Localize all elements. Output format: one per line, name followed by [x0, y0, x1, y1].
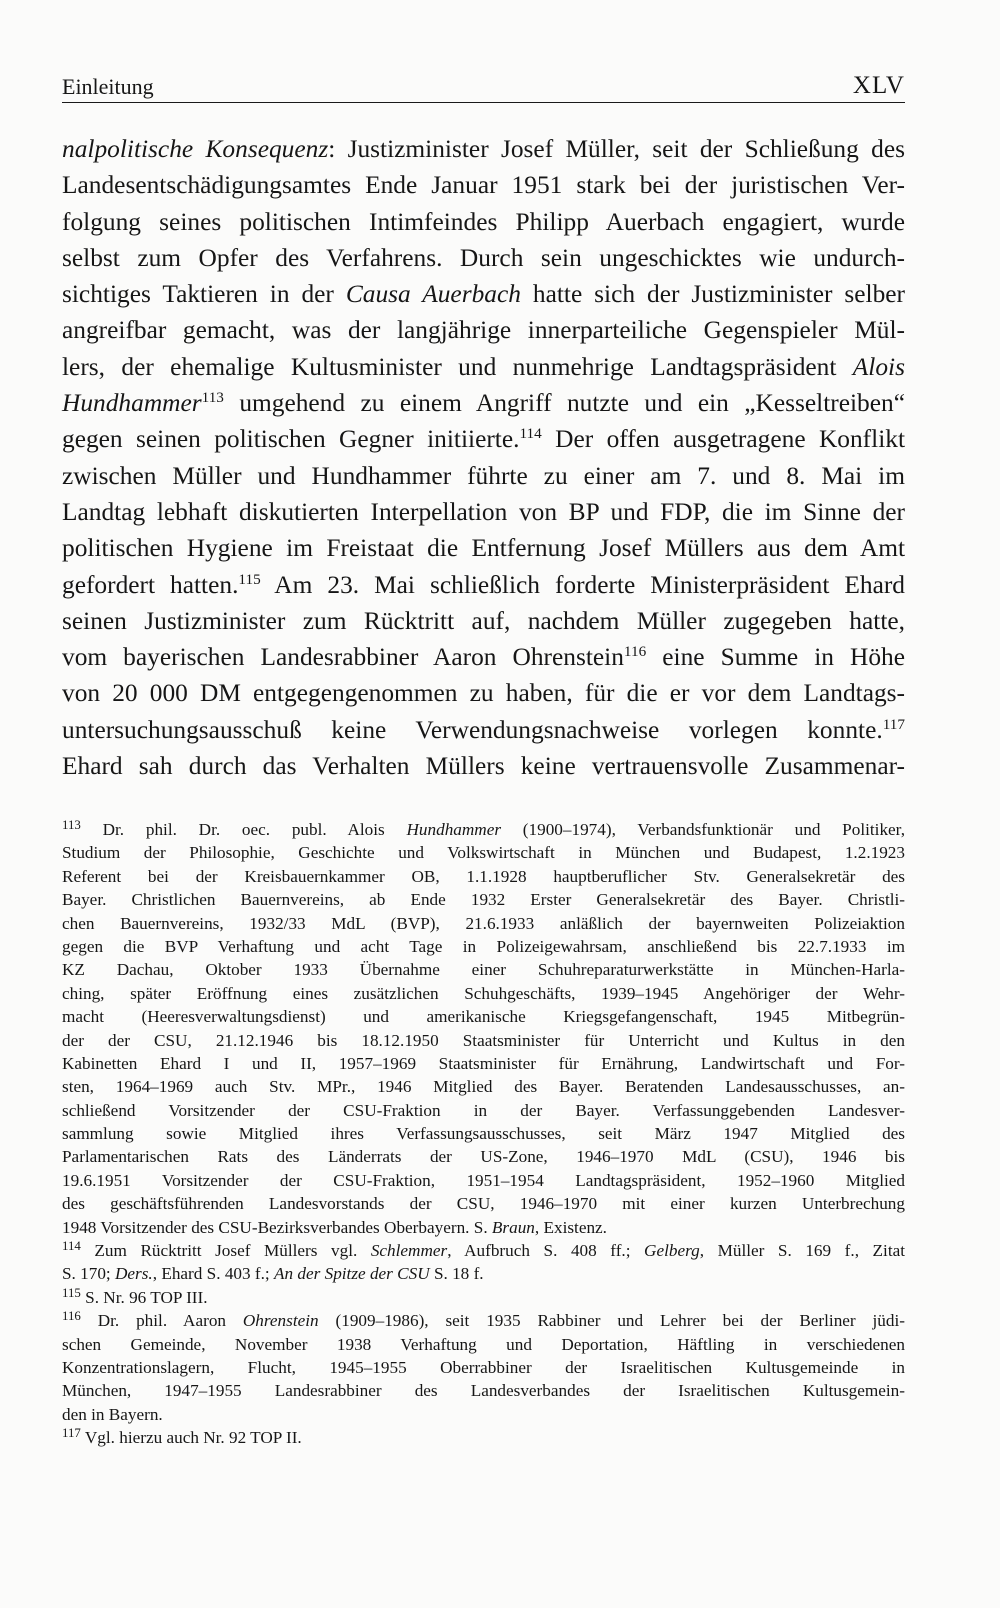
text-line — [62, 603, 905, 639]
footnote-line — [62, 1262, 905, 1285]
text-line — [62, 385, 905, 421]
text-run: Der offen ausgetragene Konflikt — [541, 425, 905, 454]
footnote-line — [62, 982, 905, 1005]
footnote-number: 113 — [62, 818, 81, 833]
text-run: vom bayerischen Landesrabbiner Aaron Ohrenstein — [62, 643, 624, 672]
text-run: Konzentrationslagern, Flucht, 1945–1955 Oberrabbiner der Israelitischen Kultusgemeinde in — [62, 1357, 905, 1377]
text-run: Dr. phil. Dr. oec. publ. Alois — [102, 820, 407, 839]
text-run: den in Bayern. — [62, 1404, 163, 1424]
text-run: Ehard sah durch das Verhalten Müllers keine vertrauensvolle Zusammenar- — [62, 752, 905, 781]
text-run: lers, der ehemalige Kultusminister und nunmehrige Landtagspräsident — [62, 352, 853, 381]
running-header — [62, 72, 905, 103]
footnote-line — [62, 1099, 905, 1122]
footnote-line — [62, 1029, 905, 1052]
footnote-line — [62, 1333, 905, 1356]
text-run: 19.6.1951 Vorsitzender der CSU-Fraktion, 1951–1954 Landtagspräsident, 1952–1960 Mitglied — [62, 1170, 905, 1190]
text-run: Studium der Philosophie, Geschichte und Volkswirtschaft in München und Budapest, 1.2.1923 — [62, 843, 905, 863]
footnote — [62, 1309, 905, 1426]
italic-text: Hundhammer — [406, 820, 502, 839]
italic-text: Ohrenstein — [242, 1311, 319, 1331]
footnote-line — [62, 1286, 905, 1309]
text-run: Vgl. hierzu auch Nr. 92 TOP II. — [84, 1428, 302, 1448]
text-run: macht (Heeresverwaltungsdienst) und amerikanische Kriegsgefangenschaft, 1945 Mitbegrün- — [62, 1007, 905, 1027]
text-line — [62, 458, 905, 494]
footnote-line — [62, 1192, 905, 1215]
text-run: , Ehard S. 403 f.; — [152, 1264, 274, 1284]
text-line — [62, 530, 905, 566]
footnote-number: 116 — [62, 1309, 81, 1324]
text-run: S. 170; — [62, 1264, 116, 1284]
text-run: : Justizminister Josef Müller, seit der Schließung des — [328, 135, 905, 163]
footnote-line — [62, 1379, 905, 1402]
text-run: politischen Hygiene im Freistaat die Entfernung Josef Müllers aus dem Amt — [62, 534, 905, 563]
text-run: angreifbar gemacht, was der langjährige innerparteiliche Gegenspieler Mül- — [62, 316, 905, 345]
text-run: sichtiges Taktieren in der — [62, 280, 346, 309]
text-line — [62, 639, 905, 675]
footnote-line — [62, 1356, 905, 1379]
text-run: gefordert hatten. — [62, 570, 239, 599]
main-text — [62, 131, 905, 784]
text-run: Am 23. Mai schließlich forderte Ministerpräsident Ehard — [260, 570, 905, 599]
text-run: des geschäftsführenden Landesvorstands der CSU, 1946–1970 mit einer kurzen Unterbrechung — [62, 1194, 905, 1214]
text-run: S. Nr. 96 TOP III. — [85, 1287, 208, 1307]
footnote — [62, 1286, 905, 1309]
footnote-reference: 114 — [519, 425, 542, 443]
footnote-line — [62, 935, 905, 958]
text-line — [62, 204, 905, 240]
footnote-line — [62, 958, 905, 981]
text-run: zwischen Müller und Hundhammer führte zu einer am 7. und 8. Mai im — [62, 461, 905, 490]
footnote-reference: 113 — [201, 388, 224, 406]
footnote-line — [62, 888, 905, 911]
text-run: Kabinetten Ehard I und II, 1957–1969 Staatsminister für Ernährung, Landwirtschaft und For- — [62, 1053, 905, 1073]
italic-text: Gelberg — [644, 1241, 700, 1261]
text-run: Landesentschädigungsamtes Ende Januar 1951 stark bei der juristischen Ver- — [62, 171, 905, 200]
text-run: Zum Rücktritt Josef Müllers vgl. — [94, 1241, 371, 1261]
italic-text: Alois — [852, 352, 905, 381]
text-line — [62, 675, 905, 711]
text-run: S. 18 f. — [429, 1264, 484, 1284]
footnote-line — [62, 1426, 905, 1449]
text-run: umgehend zu einem Angriff nutzte und ein „Kesseltreiben“ — [223, 389, 905, 418]
text-run: 1948 Vorsitzender des CSU-Bezirksverbandes Oberbayern. S. — [62, 1217, 492, 1237]
text-run: Referent bei der Kreisbauernkammer OB, 1.1.1928 hauptberuflicher Stv. Generalsekretär des — [62, 866, 905, 886]
text-run: selbst zum Opfer des Verfahrens. Durch sein ungeschicktes wie undurch- — [62, 243, 905, 272]
text-run: ching, später Eröffnung eines zusätzlichen Schuhgeschäfts, 1939–1945 Angehöriger der Wehr- — [62, 983, 905, 1003]
text-run: (1900–1974), Verbandsfunktionär und Politiker, — [501, 820, 905, 839]
footnotes — [62, 818, 905, 1450]
text-line — [62, 567, 905, 603]
footnote-line — [62, 841, 905, 864]
text-run: untersuchungsausschuß keine Verwendungsnachweise vorlegen konnte. — [62, 715, 883, 744]
text-run: schen Gemeinde, November 1938 Verhaftung und Deportation, Häftling in verschiedenen — [62, 1334, 905, 1354]
footnote-line — [62, 1052, 905, 1075]
text-line — [62, 712, 905, 748]
text-run: Bayer. Christlichen Bauernvereins, ab Ende 1932 Erster Generalsekretär des Bayer. Christli- — [62, 890, 905, 910]
footnote-reference: 116 — [623, 643, 647, 661]
text-line — [62, 494, 905, 530]
text-run: seinen Justizminister zum Rücktritt auf, nachdem Müller zugegeben hatte, — [62, 606, 905, 635]
footnote-line — [62, 1403, 905, 1426]
text-run: von 20 000 DM entgegengenommen zu haben, für die er vor dem Landtags- — [62, 679, 905, 708]
text-line — [62, 421, 905, 457]
footnote-number: 117 — [62, 1426, 81, 1441]
footnote-line — [62, 818, 905, 841]
text-line — [62, 748, 905, 784]
page-number: XLV — [852, 72, 905, 99]
text-run: schließend Vorsitzender der CSU-Fraktion in der Bayer. Verfassunggebenden Landesver- — [62, 1100, 905, 1120]
footnote — [62, 818, 905, 1239]
text-run: Landtag lebhaft diskutierten Interpellation von BP und FDP, die im Sinne der — [62, 497, 905, 526]
text-run: München, 1947–1955 Landesrabbiner des Landesverbandes der Israelitischen Kultusgemein- — [62, 1381, 905, 1401]
footnote-line — [62, 912, 905, 935]
text-line — [62, 349, 905, 385]
text-run: , Existenz. — [534, 1217, 607, 1237]
footnote-line — [62, 1309, 905, 1332]
footnote-line — [62, 1145, 905, 1168]
text-run: , Aufbruch S. 408 ff.; — [447, 1241, 645, 1261]
text-run: (1909–1986), seit 1935 Rabbiner und Lehrer bei der Berliner jüdi- — [318, 1311, 905, 1331]
italic-text: Schlemmer — [370, 1241, 448, 1261]
footnote — [62, 1426, 905, 1449]
footnote-reference: 117 — [882, 715, 905, 733]
text-run: gegen seinen politischen Gegner initiierte. — [62, 425, 520, 454]
text-run: Parlamentarischen Rats des Länderrats der US-Zone, 1946–1970 MdL (CSU), 1946 bis — [62, 1147, 905, 1167]
text-run: Dr. phil. Aaron — [97, 1311, 243, 1331]
text-run: der der CSU, 21.12.1946 bis 18.12.1950 Staatsminister für Unterricht und Kultus in den — [62, 1030, 905, 1050]
footnote-line — [62, 1005, 905, 1028]
text-run: , Müller S. 169 f., Zitat — [699, 1241, 906, 1261]
section-title: Einleitung — [62, 74, 154, 99]
italic-text: nalpolitische Konsequenz — [62, 135, 329, 163]
text-run: chen Bauernvereins, 1932/33 MdL (BVP), 21.6.1933 anläßlich der bayernweiten Polizeiaktion — [62, 913, 905, 933]
italic-text: Causa Auerbach — [345, 280, 521, 309]
text-line — [62, 312, 905, 348]
footnote — [62, 1239, 905, 1286]
footnote-line — [62, 1239, 905, 1262]
text-run: hatte sich der Justizminister selber — [520, 280, 905, 309]
italic-text: Ders. — [115, 1264, 153, 1284]
text-run: gegen die BVP Verhaftung und acht Tage in Polizeigewahrsam, anschließend bis 22.7.1933 im — [62, 936, 905, 956]
text-line — [62, 167, 905, 203]
footnote-line — [62, 1122, 905, 1145]
text-line — [62, 276, 905, 312]
italic-text: Hundhammer — [62, 389, 202, 418]
footnote-number: 115 — [62, 1286, 81, 1301]
footnote-reference: 115 — [238, 570, 261, 588]
text-run: eine Summe in Höhe — [646, 643, 905, 672]
text-line — [62, 240, 905, 276]
text-run: KZ Dachau, Oktober 1933 Übernahme einer Schuhreparaturwerkstätte in München-Harla- — [62, 960, 905, 980]
footnote-line — [62, 1169, 905, 1192]
text-run: folgung seines politischen Intimfeindes Philipp Auerbach engagiert, wurde — [62, 207, 905, 236]
footnote-line — [62, 1075, 905, 1098]
italic-text: Braun — [491, 1217, 535, 1237]
footnote-line — [62, 1216, 905, 1239]
italic-text: An der Spitze der CSU — [274, 1264, 430, 1284]
footnote-number: 114 — [62, 1239, 81, 1254]
footnote-line — [62, 865, 905, 888]
text-line — [62, 131, 905, 167]
text-run: sammlung sowie Mitglied ihres Verfassungsausschusses, seit März 1947 Mitglied des — [62, 1124, 905, 1144]
text-run: sten, 1964–1969 auch Stv. MPr., 1946 Mitglied des Bayer. Beratenden Landesausschusses, an- — [62, 1077, 905, 1097]
